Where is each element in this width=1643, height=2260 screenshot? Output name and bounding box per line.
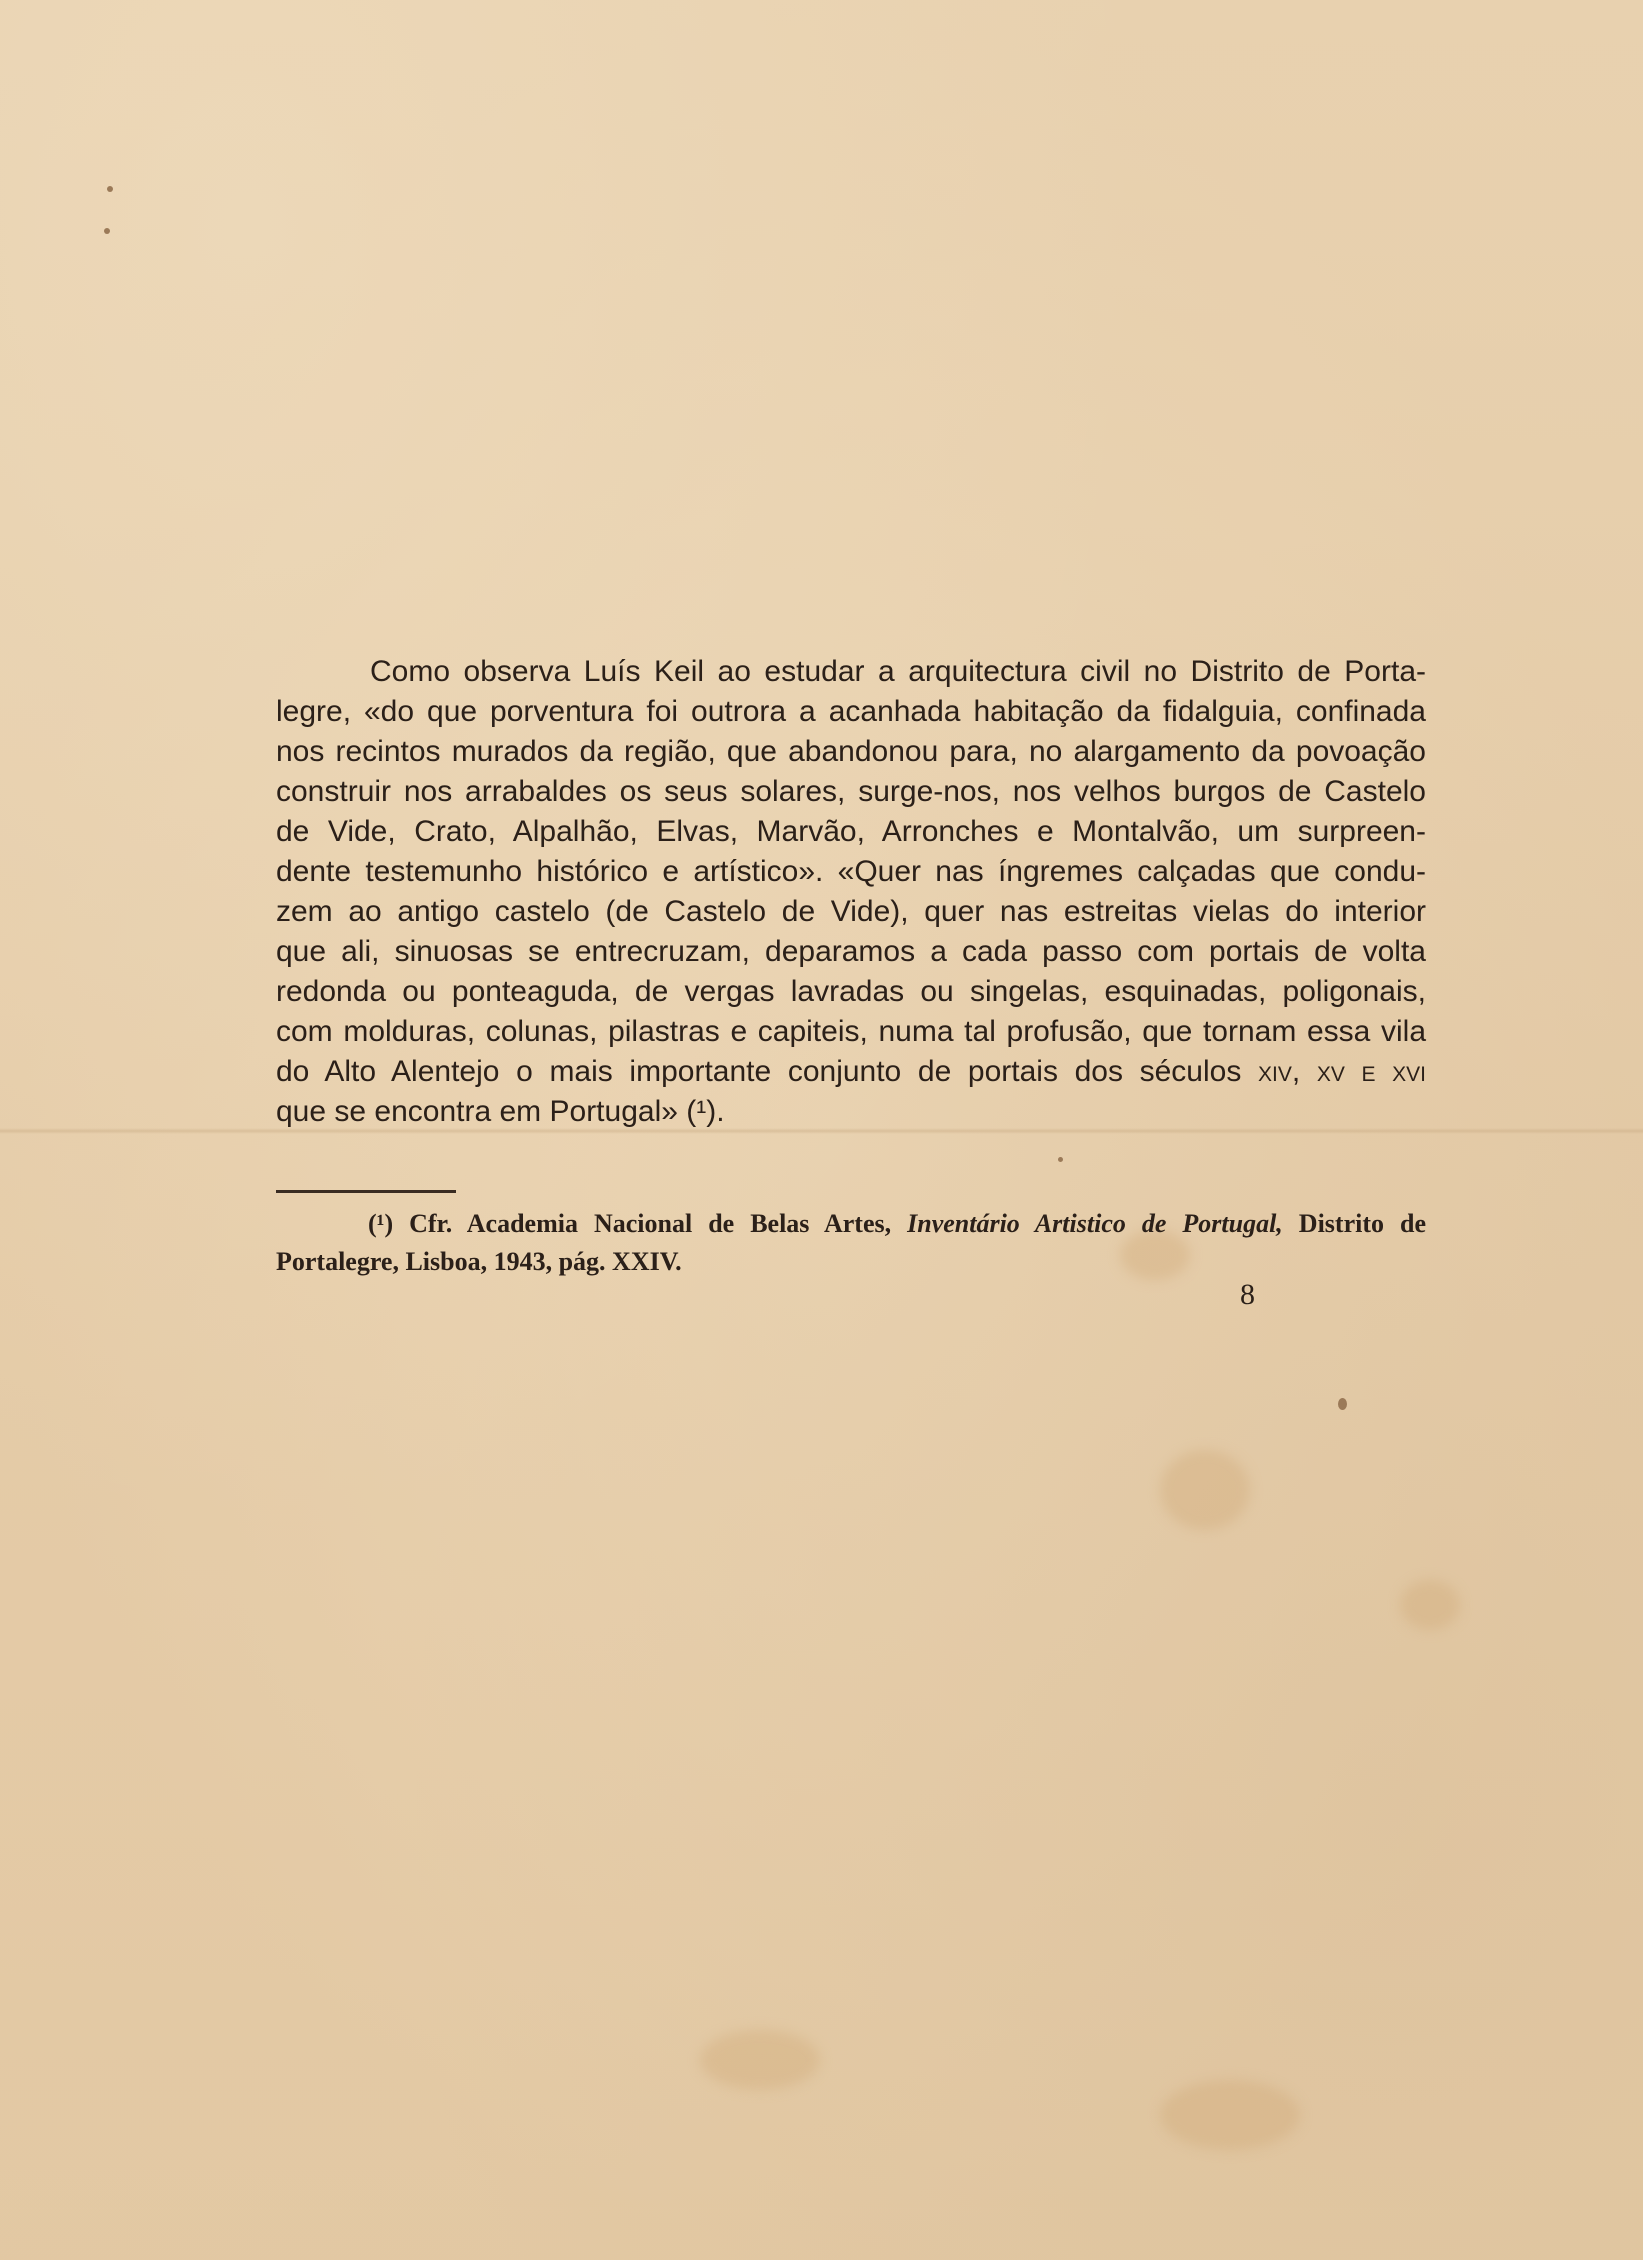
paper-speck [104,228,110,234]
text-line: nos recintos murados da região, que abandonou para, no alargamento da povoação [276,735,1426,768]
paper-stain [1160,2080,1300,2150]
text-line: redonda ou ponteaguda, de vergas lavradas ou singelas, esquinadas, poligonais, [276,975,1426,1008]
footnote-line [276,1205,1426,1243]
paper-stain [1400,1580,1460,1630]
paper-stain [700,2030,820,2090]
paper-stain [1160,1450,1250,1530]
footnote-line: Portalegre, Lisboa, 1943, pág. XXIV. [276,1247,682,1276]
centuries-text: xiv, xv e xvi [1258,1055,1426,1088]
footnote [276,1205,1426,1281]
text-line [276,1052,1426,1092]
footnote-title: Inventário Artistico de Portugal, [907,1209,1283,1238]
text-line: dente testemunho histórico e artístico». «Quer nas íngremes calçadas que condu- [276,855,1426,888]
footnote-marker: (¹) [368,1209,394,1238]
text-line: legre, «do que porventura foi outrora a acanhada habitação da fidalguia, confinada [276,695,1426,728]
paper-speck [1058,1157,1063,1162]
footnote-text: Cfr. Academia Nacional de Belas Artes, [393,1209,908,1238]
body-paragraph [276,652,1426,1132]
text-fragment: do Alto Alentejo o mais importante conjunto de portais dos séculos [276,1055,1258,1088]
text-line: zem ao antigo castelo (de Castelo de Vide), quer nas estreitas vielas do interior [276,895,1426,928]
text-line: de Vide, Crato, Alpalhão, Elvas, Marvão, Arronches e Montalvão, um surpreen- [276,815,1426,848]
text-line: construir nos arrabaldes os seus solares, surge-nos, nos velhos burgos de Castelo [276,775,1426,808]
footnote-rule [276,1190,456,1193]
text-line: que ali, sinuosas se entrecruzam, deparamos a cada passo com portais de volta [276,935,1426,968]
footnote-text: Distrito de [1282,1209,1427,1238]
page-number: 8 [1240,1278,1255,1311]
text-line: Como observa Luís Keil ao estudar a arquitectura civil no Distrito de Porta- [370,655,1426,688]
text-line: com molduras, colunas, pilastras e capiteis, numa tal profusão, que tornam essa vila [276,1015,1426,1048]
paper-speck [107,186,113,192]
text-line: que se encontra em Portugal» (¹). [276,1095,725,1128]
paper-speck [1338,1398,1347,1410]
